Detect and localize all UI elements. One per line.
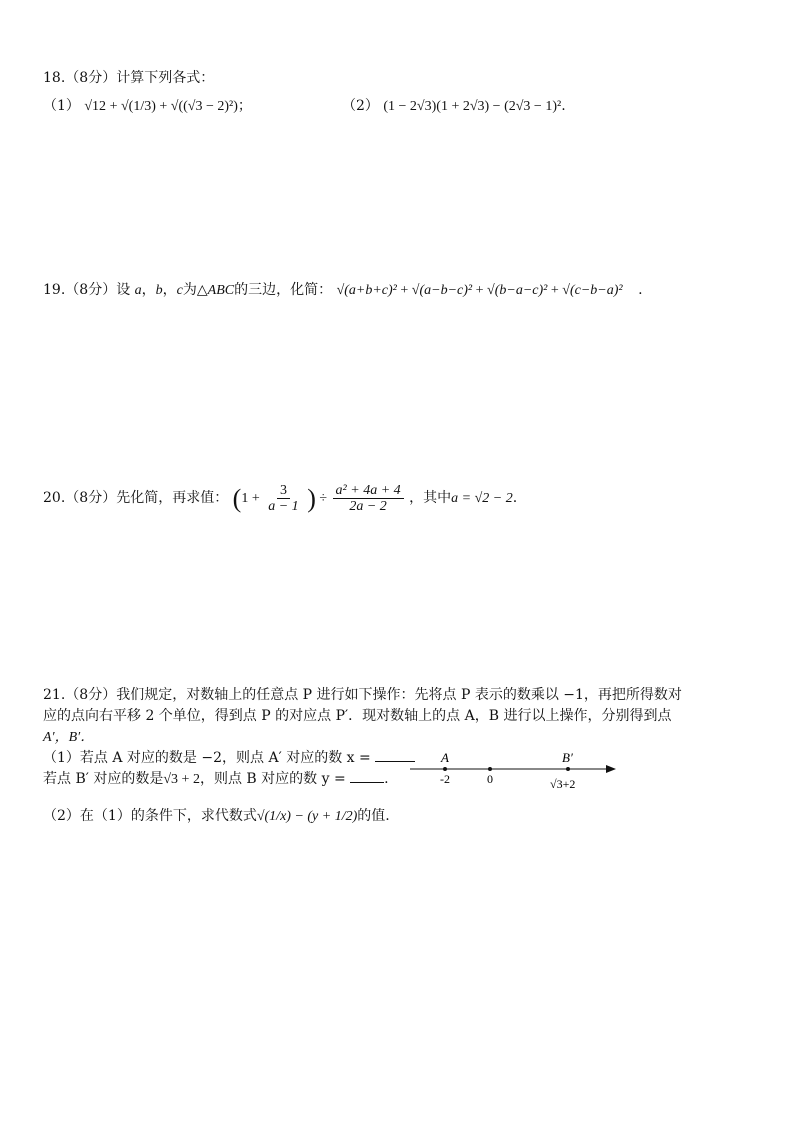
q20-score: （8分） (65, 490, 117, 506)
q19-prompt-mid: 为△ (182, 282, 208, 298)
q19-triangle: ABC (207, 283, 235, 298)
q21-score: （8分） (65, 687, 117, 703)
q21-line2 (43, 708, 671, 725)
q18-prompt: 计算下列各式： (116, 70, 215, 86)
q18-heading: 18.（8分）计算下列各式： (43, 70, 215, 86)
tick-b: √3+2 (550, 777, 576, 791)
q21-part2-expr: √(1/x) − (y + 1/2) (256, 809, 358, 824)
q21-part1-a-text: （1）若点 A 对应的数是 −2，则点 A′ 对应的数 x = (43, 750, 371, 766)
q19-end: . (638, 282, 643, 298)
q19-prompt-post: 的三边，化简： (234, 282, 333, 298)
label-b-prime: B′ (562, 750, 573, 765)
q19-number: 19 (43, 282, 61, 298)
q18-part2-end: . (561, 98, 566, 114)
q20-frac2 (333, 483, 404, 515)
q18-p1-term2: √(1/3) (120, 99, 156, 114)
q18-p1-term1: √12 (84, 99, 107, 114)
tick-neg2: -2 (440, 772, 450, 786)
point-b-prime-dot (566, 767, 570, 771)
q19-score: （8分） (65, 282, 117, 298)
q20-expression: (1 + $\frac{3}{a - 1}$ ) ÷ $\frac{\text{a² + 4a + 4}}{2a - 2}$ (233, 491, 409, 506)
q21-part1-b-pre: 若点 B′ 对应的数是 (43, 771, 164, 787)
q18-p1-plus2: + (159, 99, 168, 114)
q19-radicand-3: (b−a−c)² (494, 283, 548, 298)
q19-prompt-pre: 设 (116, 282, 131, 298)
q20-frac1 (265, 483, 301, 515)
q19-var-b: b (155, 283, 163, 298)
q21-text-line2: 应的点向右平移 2 个单位，得到点 P 的对应点 P′．现对数轴上的点 A，B 进行以上操作，分别得到点 (43, 708, 672, 724)
q21-line3 (43, 729, 94, 747)
q19-var-c: c (176, 283, 183, 298)
q21-part2 (43, 802, 390, 831)
point-zero-dot (488, 767, 492, 771)
q20-frac1-num: 3 (277, 483, 290, 499)
label-a: A (441, 750, 449, 765)
q18-part1-label: （1） (43, 98, 80, 114)
q21-part1-b-end: . (384, 771, 389, 787)
q21-part2-post: 的值. (357, 808, 390, 824)
q19-radicand-2: (a−b−c)² (419, 283, 473, 298)
q21-part1-b-post: ，则点 B 对应的数 y = (199, 771, 346, 787)
q18-part1 (43, 98, 252, 116)
q18-p1-term3: √((√3 − 2)²) (170, 99, 238, 114)
q18-part2-label: （2） (342, 98, 379, 114)
q20-frac2-num: a² + 4a + 4 (333, 483, 404, 499)
q20-prompt: 先化简，再求值： (116, 490, 229, 506)
q20-end: . (512, 490, 518, 506)
q21-text-line1: 我们规定，对数轴上的任意点 P 进行如下操作：先将点 P 表示的数乘以 −1，再把所得数对 (116, 687, 682, 703)
q21-answer-y-blank[interactable] (350, 782, 384, 783)
q18-number: 18 (43, 70, 61, 86)
q20-right-paren: ) (307, 483, 316, 513)
q20-given-pre: ，其中 (409, 490, 452, 506)
point-a-dot (443, 767, 447, 771)
number-line (400, 748, 620, 794)
q19-var-a: a (134, 283, 142, 298)
q18-score: （8分） (65, 70, 117, 86)
q21-part1-a (43, 750, 415, 767)
q20-number: 20 (43, 490, 61, 506)
q19-heading: 19.（8分）设 a，b，c为△ABC的三边，化简： √(a+b+c)² + √(a−b−c)² + √(b−a−c)² + √(c−b−a)² . (43, 282, 643, 298)
q21-line1: 21.（8分）我们规定，对数轴上的任意点 P 进行如下操作：先将点 P 表示的数乘以 −1，再把所得数对 (43, 687, 682, 703)
q20-given: a = √2 − 2 (451, 491, 513, 506)
q21-text-line3: A′，B′． (43, 730, 95, 745)
q18-p1-semicolon: ； (237, 99, 252, 114)
q20-frac2-den: 2a − 2 (349, 499, 387, 515)
q18-part2 (342, 98, 566, 116)
q19-expression: √(a+b+c)² + √(a−b−c)² + √(b−a−c)² + √(c−b−a)² (336, 283, 623, 298)
q20-left-paren: ( (232, 483, 242, 513)
q18-part2-expr: (1 − 2√3)(1 + 2√3) − (2√3 − 1)² (383, 99, 562, 114)
q21-part1-b-val: √3 + 2 (163, 772, 200, 787)
q21-part2-pre: （2）在（1）的条件下，求代数式 (43, 808, 257, 824)
q21-part1-b (43, 771, 389, 789)
q18-p1-plus1: + (109, 99, 118, 114)
q20-heading: 20.（8分）先化简，再求值： (1 + $\frac{3}{a - 1}$ ) ÷ $\frac{\text{a² + 4a + 4}}{2a - 2}$ ，其中a = √2 − 2. (43, 482, 518, 515)
q21-number: 21 (43, 687, 61, 703)
tick-zero: 0 (487, 772, 493, 786)
q18-part1-expr (84, 99, 252, 114)
q19-radicand-1: (a+b+c)² (344, 283, 397, 298)
q20-frac1-den: a − 1 (268, 499, 299, 515)
q19-radicand-4: (c−b−a)² (569, 283, 623, 298)
number-line-arrow-icon (606, 765, 616, 773)
